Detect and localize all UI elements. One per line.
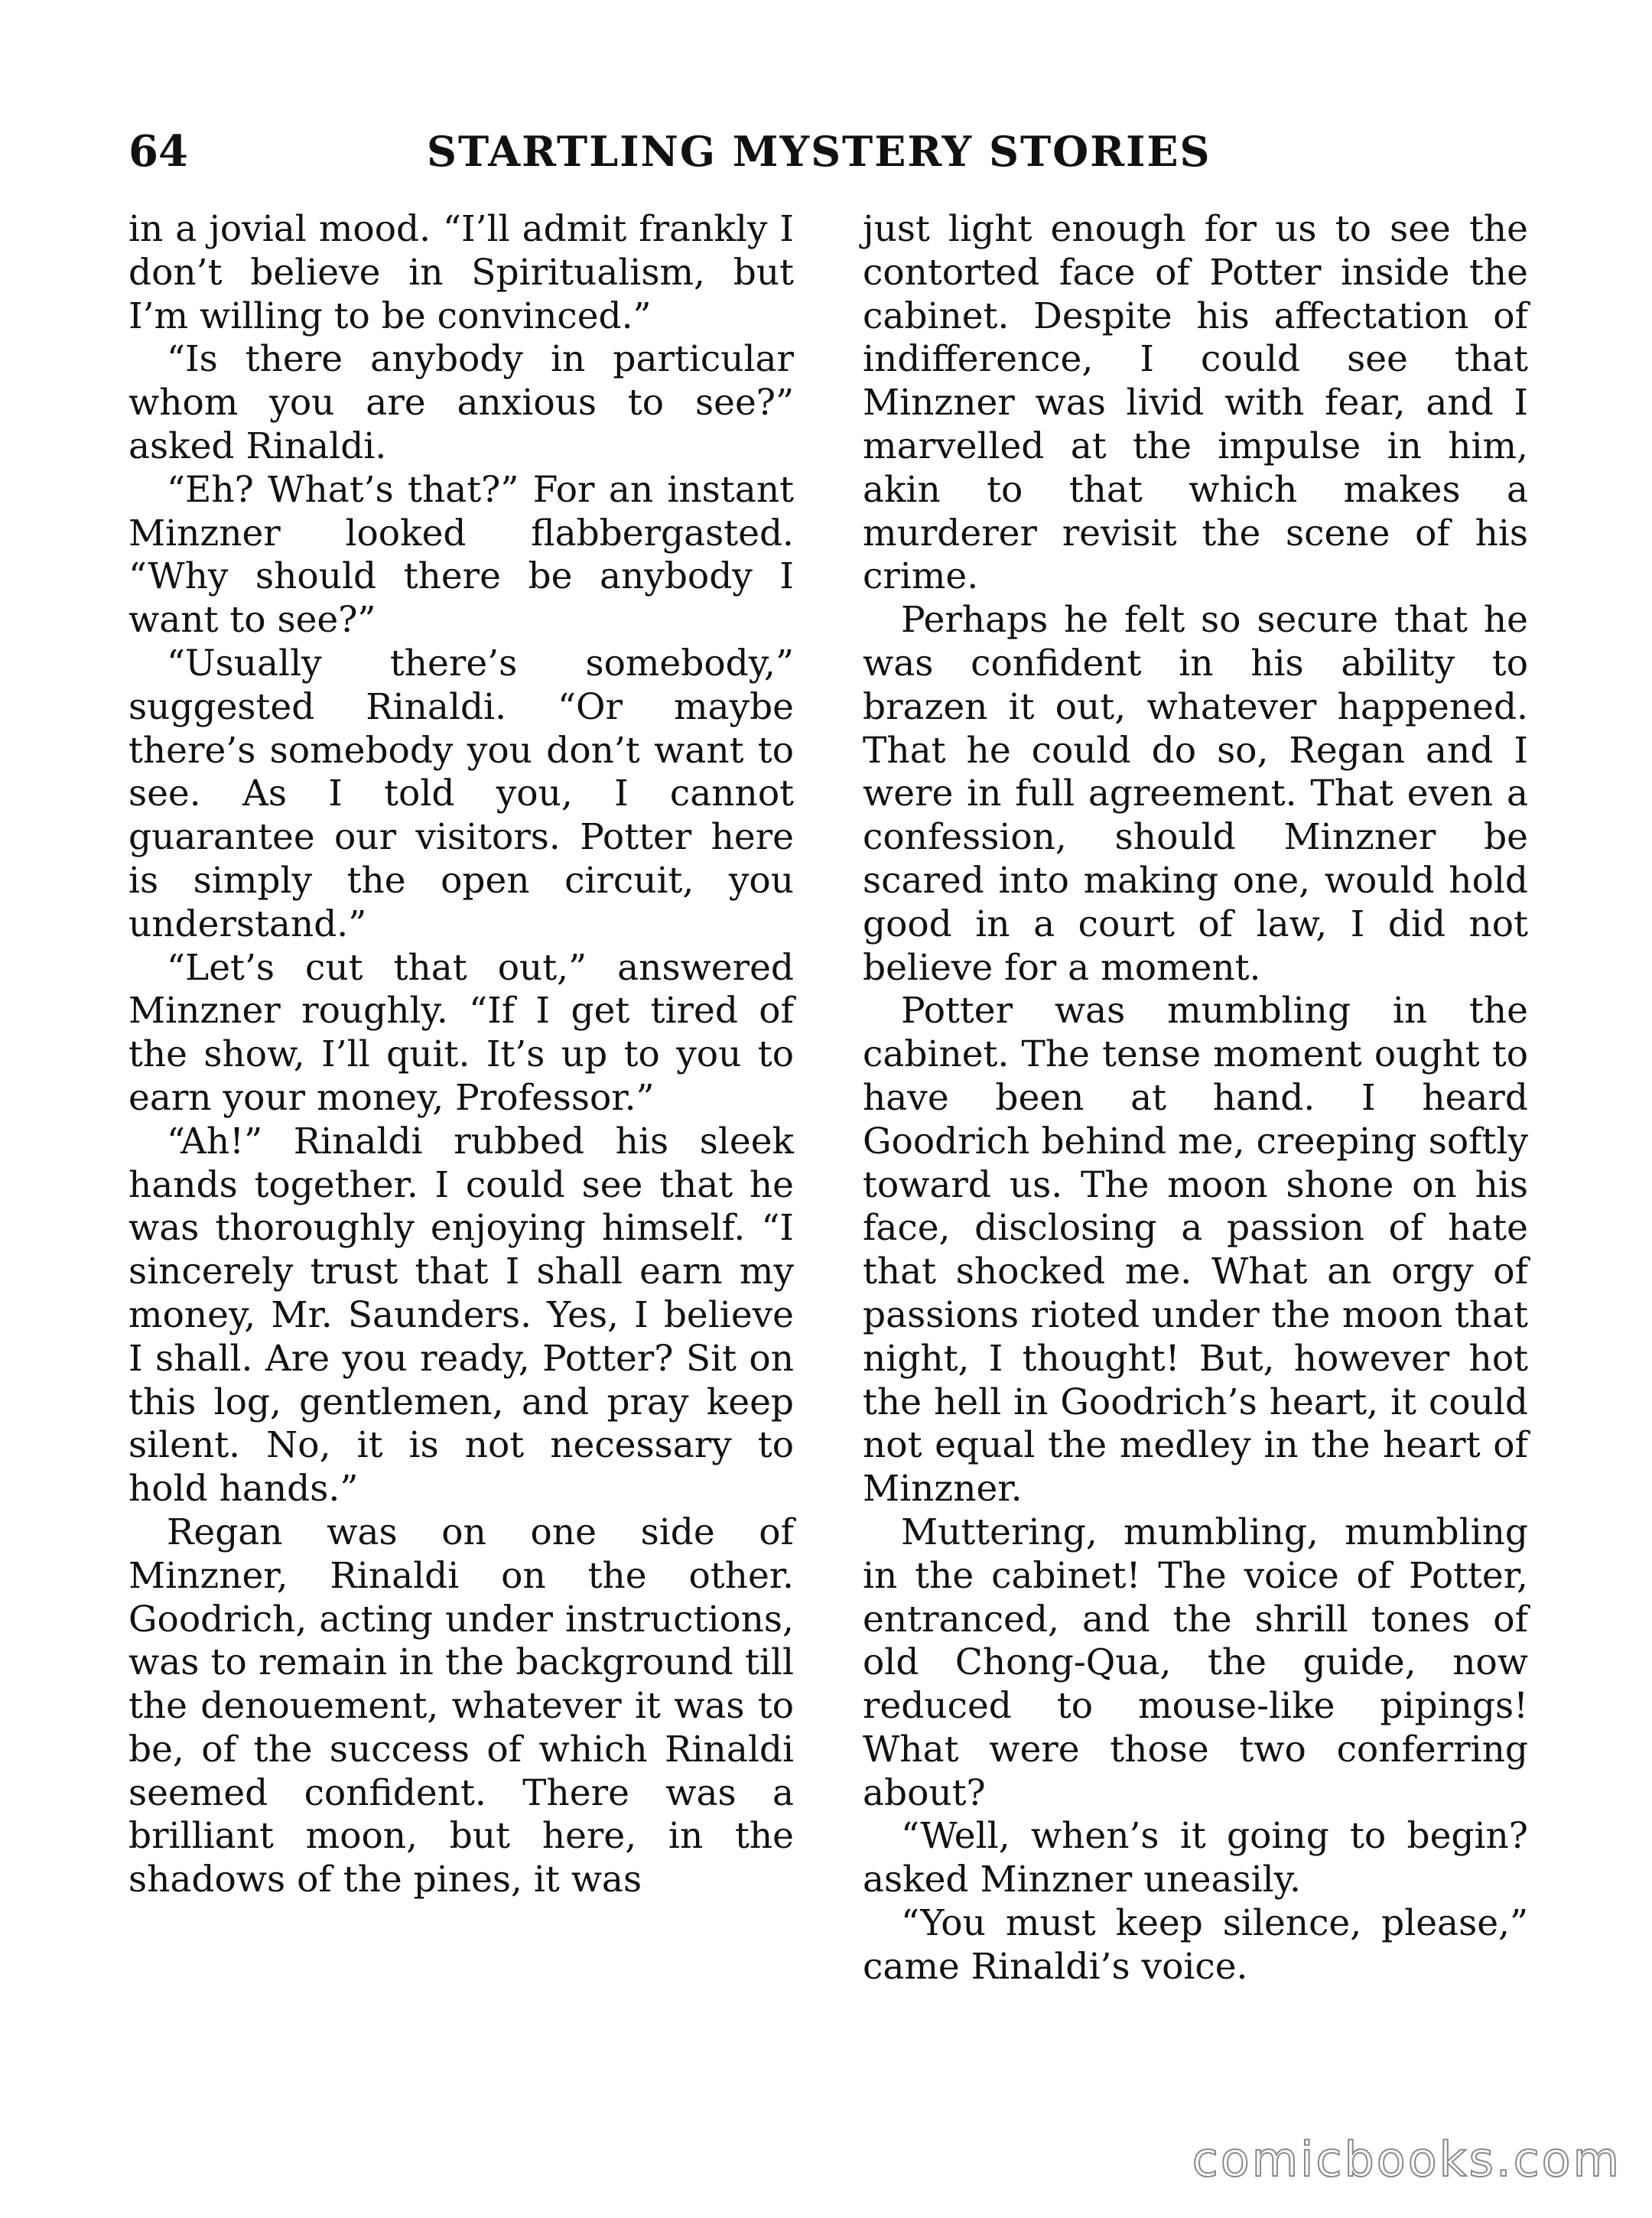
paragraph: Muttering, mumbling, mumbling in the cabinet! The voice of Potter, entranced, and the shrill tones of old Chong-Qua, the guide, now reduced to mouse-like pipings! What were those two conferring about? <box>863 1511 1528 1814</box>
paragraph: “Let’s cut that out,” answered Minzner roughly. “If I get tired of the show, I’ll quit. It’s up to you to earn your money, Professor.” <box>128 946 794 1119</box>
paragraph: Regan was on one side of Minzner, Rinaldi on the other. Goodrich, acting under instructions, was to remain in the background till the denouement, whatever it was to be, of the success of which Rinaldi seemed confident. There was a brilliant moon, but here, in the shadows of the pines, it was <box>128 1511 794 1901</box>
page-header <box>128 121 1543 182</box>
paragraph: “Eh? What’s that?” For an instant Minzner looked flabbergasted. “Why should there be anybody I want to see?” <box>128 468 794 642</box>
paragraph: “Is there anybody in particular whom you are anxious to see?” asked Rinaldi. <box>128 338 794 467</box>
page-number: 64 <box>128 126 188 177</box>
running-title: STARTLING MYSTERY STORIES <box>427 127 1211 176</box>
paragraph: “Usually there’s somebody,” suggested Rinaldi. “Or maybe there’s somebody you don’t want to see. As I told you, I cannot guarantee our visitors. Potter here is simply the open circuit, you understand.” <box>128 642 794 945</box>
right-column <box>863 208 1528 1989</box>
watermark: comicbooks.com <box>1192 2132 1621 2187</box>
paragraph: “Ah!” Rinaldi rubbed his sleek hands together. I could see that he was thoroughly enjoying himself. “I sincerely trust that I shall earn my money, Mr. Saunders. Yes, I believe I shall. Are you ready, Potter? Sit on this log, gentlemen, and pray keep silent. No, it is not necessary to hold hands.” <box>128 1120 794 1511</box>
paragraph: just light enough for us to see the contorted face of Potter inside the cabinet. Despite his affectation of indifference, I could see that Minzner was livid with fear, and I marvelled at the impulse in him, akin to that which makes a murderer revisit the scene of his crime. <box>863 208 1528 598</box>
paragraph: “You must keep silence, please,” came Rinaldi’s voice. <box>863 1902 1528 1988</box>
paragraph: Perhaps he felt so secure that he was confident in his ability to brazen it out, whatever happened. That he could do so, Regan and I were in full agreement. That even a confession, should Minzner be scared into making one, would hold good in a court of law, I did not believe for a moment. <box>863 599 1528 989</box>
paragraph: in a jovial mood. “I’ll admit frankly I don’t believe in Spiritualism, but I’m willing to be convinced.” <box>128 208 794 337</box>
paragraph: Potter was mumbling in the cabinet. The tense moment ought to have been at hand. I heard Goodrich behind me, creeping softly toward us. The moon shone on his face, disclosing a passion of hate that shocked me. What an orgy of passions rioted under the moon that night, I thought! But, however hot the hell in Goodrich’s heart, it could not equal the medley in the heart of Minzner. <box>863 990 1528 1511</box>
left-column <box>128 208 794 1902</box>
paragraph: “Well, when’s it going to begin? asked Minzner uneasily. <box>863 1815 1528 1901</box>
